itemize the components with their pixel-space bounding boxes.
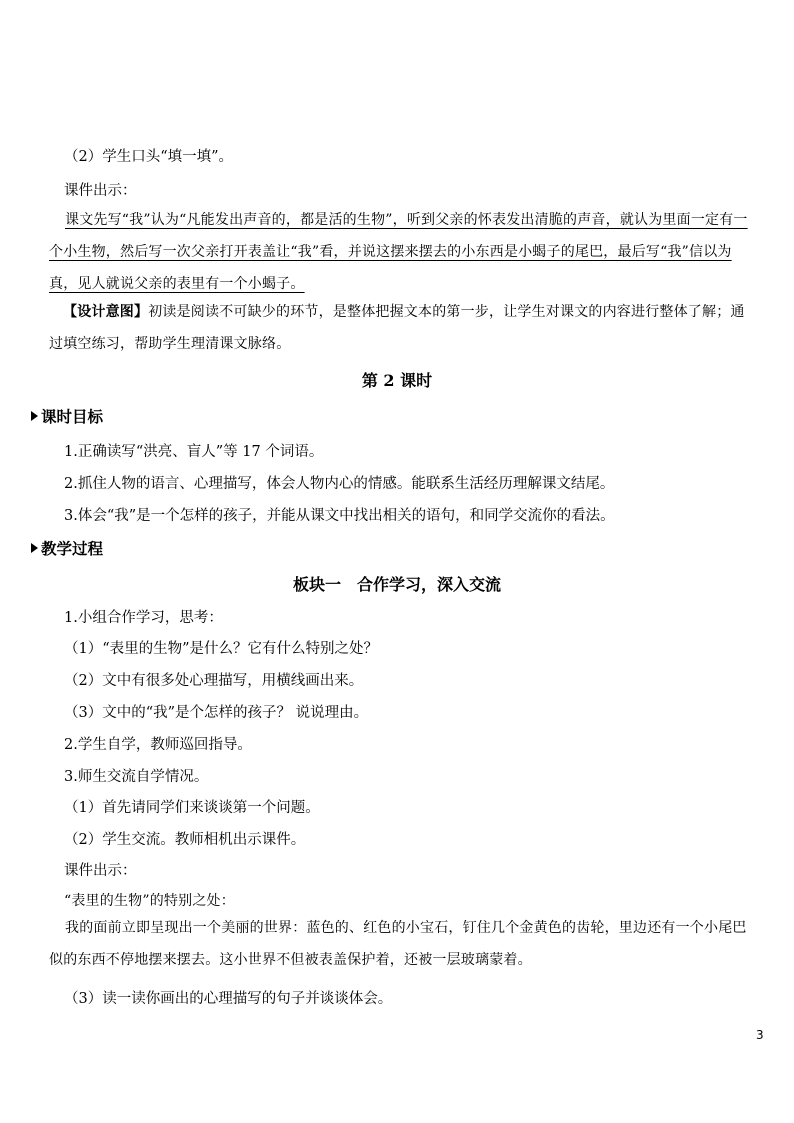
process-3: 3.师生交流自学情况。 (64, 769, 209, 785)
courseware-label-2: 课件出示： (64, 863, 137, 879)
process-1-q1: （1）“表里的生物”是什么？它有什么特别之处？ (64, 641, 379, 657)
process-1-q2: （2）文中有很多处心理描写，用横线画出来。 (64, 673, 364, 689)
line-fill-blank: （2）学生口头“填一填”。 (64, 149, 234, 165)
design-intent (49, 296, 753, 360)
process-3-3: （3）读一读你画出的心理描写的句子并谈谈体会。 (64, 991, 393, 1007)
design-intent-label: 【设计意图】 (63, 304, 149, 320)
page-number: 3 (756, 1028, 764, 1042)
section-process-label: 教学过程 (41, 539, 104, 558)
courseware-quote-1 (49, 204, 753, 300)
block-title: 板块一 合作学习，深入交流 (292, 575, 501, 594)
process-2: 2.学生自学，教师巡回指导。 (64, 737, 252, 753)
process-3-1: （1）首先请同学们来谈谈第一个问题。 (64, 800, 320, 816)
section-goals (31, 405, 103, 427)
triangle-bullet-icon (31, 543, 38, 553)
design-intent-text: 初读是阅读不可缺少的环节，是整体把握文本的第一步，让学生对课文的内容进行整体了解；通过填空练习，帮助学生理清课文脉络。 (49, 304, 745, 352)
lesson-title: 第 2 课时 (361, 371, 433, 390)
courseware-quote-2: 我的面前立即呈现出一个美丽的世界：蓝色的、红色的小宝石，钉住几个金黄色的齿轮，里边还有一个小尾巴似的东西不停地摆来摆去。这小世界不但被表盖保护着，还被一层玻璃蒙着。 (49, 920, 747, 968)
goal-3: 3.体会“我”是一个怎样的孩子，并能从课文中找出相关的语句，和同学交流你的看法。 (64, 508, 615, 524)
process-3-2: （2）学生交流。教师相机出示课件。 (64, 832, 306, 848)
quote-2-title: “表里的生物”的特别之处： (64, 893, 235, 909)
quote-1-text: 课文先写“我”认为“凡能发出声音的，都是活的生物”，听到父亲的怀表发出清脆的声音，就认为里面一定有一个小生物，然后写一次父亲打开表盖让“我”看，并说这摆来摆去的小东西是小蝎子的尾巴，最后写“我”信以为真，见人就说父亲的表里有一个小蝎子。 (49, 212, 748, 292)
section-goals-label: 课时目标 (41, 407, 104, 426)
process-1-q3: （3）文中的“我”是个怎样的孩子？ 说说理由。 (64, 705, 369, 721)
goal-2: 2.抓住人物的语言、心理描写，体会人物内心的情感。能联系生活经历理解课文结尾。 (64, 476, 615, 492)
section-process (31, 537, 103, 559)
courseware-label-1: 课件出示： (64, 183, 137, 199)
triangle-bullet-icon (31, 411, 38, 421)
goal-1: 1.正确读写“洪亮、盲人”等 17 个词语。 (64, 444, 324, 460)
process-1: 1.小组合作学习，思考： (64, 610, 223, 626)
